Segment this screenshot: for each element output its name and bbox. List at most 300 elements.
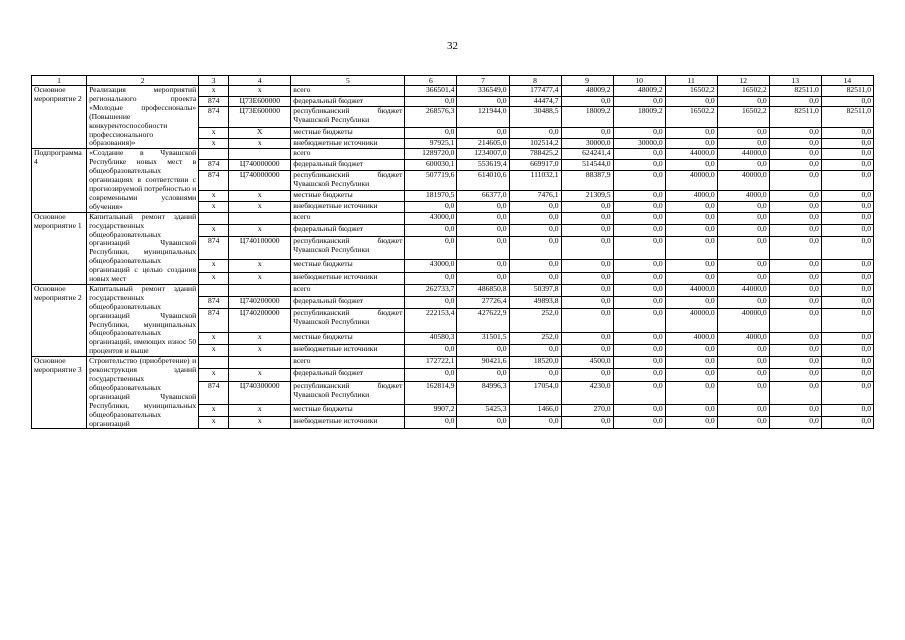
table-row bbox=[32, 86, 874, 97]
amount-cell: 0,0 bbox=[613, 284, 665, 296]
amount-cell: 214605,0 bbox=[457, 138, 509, 149]
amount-cell: 27726,4 bbox=[457, 297, 509, 309]
amount-cell: 0,0 bbox=[769, 272, 821, 284]
funding-source-cell: всего bbox=[291, 149, 405, 160]
target-article-code-cell: X bbox=[229, 127, 291, 138]
funding-source-cell: внебюджетные источники bbox=[291, 201, 405, 212]
amount-cell: 0,0 bbox=[821, 212, 873, 224]
amount-cell: 172722,1 bbox=[405, 357, 457, 369]
target-article-code-cell: x bbox=[229, 138, 291, 149]
amount-cell: 0,0 bbox=[769, 260, 821, 272]
grbs-code-cell: 874 bbox=[199, 160, 229, 171]
target-article-code-cell: Ц73Е600000 bbox=[229, 107, 291, 127]
funding-source-cell: местные бюджеты bbox=[291, 191, 405, 202]
amount-cell: 97925,1 bbox=[405, 138, 457, 149]
amount-cell: 18009,2 bbox=[561, 107, 613, 127]
amount-cell: 0,0 bbox=[561, 224, 613, 236]
column-header: 1 bbox=[32, 76, 87, 86]
amount-cell: 0,0 bbox=[717, 417, 769, 429]
amount-cell: 0,0 bbox=[717, 344, 769, 356]
amount-cell: 0,0 bbox=[561, 332, 613, 344]
amount-cell: 0,0 bbox=[717, 357, 769, 369]
amount-cell: 0,0 bbox=[769, 404, 821, 416]
table-row bbox=[32, 284, 874, 296]
amount-cell: 0,0 bbox=[769, 297, 821, 309]
amount-cell: 262733,7 bbox=[405, 284, 457, 296]
amount-cell: 0,0 bbox=[821, 224, 873, 236]
amount-cell: 0,0 bbox=[821, 332, 873, 344]
program-name-cell: «Создание в Чувашской Республике новых мест в общеобразовательных организациях в соответствии с прогнозируемой потребностью и современными условиями обучения» bbox=[87, 149, 199, 212]
amount-cell: 44000,0 bbox=[717, 284, 769, 296]
target-article-code-cell: x bbox=[229, 369, 291, 381]
amount-cell: 0,0 bbox=[717, 381, 769, 404]
amount-cell: 82511,0 bbox=[769, 86, 821, 97]
amount-cell: 0,0 bbox=[613, 201, 665, 212]
amount-cell: 66377,0 bbox=[457, 191, 509, 202]
amount-cell: 0,0 bbox=[405, 96, 457, 107]
amount-cell: 0,0 bbox=[717, 224, 769, 236]
program-status-cell: Основное мероприятие 2 bbox=[32, 284, 87, 356]
amount-cell: 427622,9 bbox=[457, 309, 509, 332]
amount-cell: 0,0 bbox=[613, 309, 665, 332]
amount-cell: 669917,0 bbox=[509, 160, 561, 171]
amount-cell: 0,0 bbox=[821, 96, 873, 107]
amount-cell: 0,0 bbox=[665, 212, 717, 224]
amount-cell: 0,0 bbox=[821, 344, 873, 356]
amount-cell: 177477,4 bbox=[509, 86, 561, 97]
funding-source-cell: местные бюджеты bbox=[291, 127, 405, 138]
page-number: 32 bbox=[447, 40, 458, 52]
amount-cell: 0,0 bbox=[457, 417, 509, 429]
amount-cell: 0,0 bbox=[613, 417, 665, 429]
program-name-cell: Реализация мероприятий регионального проекта «Молодые профессионалы» (Повышение конкурентоспособности профессионального образования)» bbox=[87, 86, 199, 149]
amount-cell: 0,0 bbox=[821, 191, 873, 202]
amount-cell: 0,0 bbox=[769, 284, 821, 296]
amount-cell: 0,0 bbox=[405, 417, 457, 429]
amount-cell: 90421,6 bbox=[457, 357, 509, 369]
amount-cell: 0,0 bbox=[405, 224, 457, 236]
column-header: 10 bbox=[613, 76, 665, 86]
grbs-code-cell bbox=[199, 212, 229, 224]
amount-cell: 0,0 bbox=[613, 297, 665, 309]
amount-cell: 1234007,0 bbox=[457, 149, 509, 160]
amount-cell: 0,0 bbox=[769, 369, 821, 381]
amount-cell: 0,0 bbox=[821, 260, 873, 272]
grbs-code-cell: x bbox=[199, 201, 229, 212]
target-article-code-cell: Ц73Е600000 bbox=[229, 96, 291, 107]
amount-cell: 0,0 bbox=[457, 127, 509, 138]
amount-cell: 18009,2 bbox=[613, 107, 665, 127]
amount-cell: 30488,5 bbox=[509, 107, 561, 127]
funding-source-cell: всего bbox=[291, 86, 405, 97]
amount-cell: 0,0 bbox=[665, 272, 717, 284]
amount-cell: 0,0 bbox=[613, 170, 665, 190]
funding-source-cell: всего bbox=[291, 212, 405, 224]
funding-source-cell: республиканский бюджет Чувашской Республики bbox=[291, 309, 405, 332]
amount-cell: 162814,9 bbox=[405, 381, 457, 404]
target-article-code-cell: x bbox=[229, 404, 291, 416]
amount-cell: 252,0 bbox=[509, 332, 561, 344]
table-row bbox=[32, 149, 874, 160]
amount-cell: 0,0 bbox=[561, 237, 613, 260]
grbs-code-cell: x bbox=[199, 344, 229, 356]
amount-cell: 0,0 bbox=[613, 369, 665, 381]
target-article-code-cell: Ц740100000 bbox=[229, 237, 291, 260]
target-article-code-cell: x bbox=[229, 86, 291, 97]
amount-cell: 30000,0 bbox=[613, 138, 665, 149]
amount-cell: 0,0 bbox=[717, 369, 769, 381]
amount-cell: 0,0 bbox=[769, 309, 821, 332]
funding-source-cell: федеральный бюджет bbox=[291, 297, 405, 309]
grbs-code-cell: x bbox=[199, 332, 229, 344]
amount-cell: 1289720,0 bbox=[405, 149, 457, 160]
amount-cell: 0,0 bbox=[509, 224, 561, 236]
amount-cell: 0,0 bbox=[665, 344, 717, 356]
column-header: 11 bbox=[665, 76, 717, 86]
target-article-code-cell: x bbox=[229, 272, 291, 284]
grbs-code-cell: x bbox=[199, 86, 229, 97]
amount-cell: 0,0 bbox=[821, 149, 873, 160]
amount-cell: 0,0 bbox=[769, 149, 821, 160]
amount-cell: 0,0 bbox=[561, 96, 613, 107]
column-header: 12 bbox=[717, 76, 769, 86]
amount-cell: 43000,0 bbox=[405, 260, 457, 272]
program-name-cell: Капитальный ремонт зданий государственных общеобразовательных организаций Чувашской Республики, муниципальных общеобразовательных организаций, имеющих износ 50 процентов и выше bbox=[87, 284, 199, 356]
funding-source-cell: федеральный бюджет bbox=[291, 369, 405, 381]
amount-cell: 48009,2 bbox=[613, 86, 665, 97]
amount-cell: 0,0 bbox=[821, 127, 873, 138]
amount-cell: 0,0 bbox=[561, 417, 613, 429]
amount-cell: 82511,0 bbox=[769, 107, 821, 127]
amount-cell: 0,0 bbox=[665, 138, 717, 149]
amount-cell: 0,0 bbox=[509, 127, 561, 138]
amount-cell: 600030,1 bbox=[405, 160, 457, 171]
amount-cell: 0,0 bbox=[613, 332, 665, 344]
amount-cell: 4000,0 bbox=[665, 191, 717, 202]
table-row bbox=[32, 357, 874, 369]
grbs-code-cell: x bbox=[199, 369, 229, 381]
amount-cell: 0,0 bbox=[821, 369, 873, 381]
amount-cell: 0,0 bbox=[665, 369, 717, 381]
amount-cell: 0,0 bbox=[509, 212, 561, 224]
amount-cell: 0,0 bbox=[613, 160, 665, 171]
amount-cell: 0,0 bbox=[561, 212, 613, 224]
amount-cell: 0,0 bbox=[769, 237, 821, 260]
amount-cell: 0,0 bbox=[821, 404, 873, 416]
amount-cell: 0,0 bbox=[457, 237, 509, 260]
amount-cell: 17054,0 bbox=[509, 381, 561, 404]
amount-cell: 4000,0 bbox=[717, 191, 769, 202]
amount-cell: 0,0 bbox=[509, 417, 561, 429]
amount-cell: 0,0 bbox=[509, 260, 561, 272]
amount-cell: 16502,2 bbox=[717, 107, 769, 127]
budget-table bbox=[31, 75, 874, 429]
grbs-code-cell: x bbox=[199, 417, 229, 429]
amount-cell: 0,0 bbox=[821, 201, 873, 212]
amount-cell: 0,0 bbox=[769, 127, 821, 138]
amount-cell: 0,0 bbox=[821, 138, 873, 149]
funding-source-cell: местные бюджеты bbox=[291, 260, 405, 272]
program-status-cell: Основное мероприятие 3 bbox=[32, 357, 87, 429]
funding-source-cell: республиканский бюджет Чувашской Республики bbox=[291, 237, 405, 260]
column-header: 13 bbox=[769, 76, 821, 86]
amount-cell: 0,0 bbox=[561, 309, 613, 332]
amount-cell: 0,0 bbox=[717, 260, 769, 272]
grbs-code-cell: x bbox=[199, 138, 229, 149]
target-article-code-cell: Ц740000000 bbox=[229, 170, 291, 190]
amount-cell: 0,0 bbox=[717, 201, 769, 212]
amount-cell: 9907,2 bbox=[405, 404, 457, 416]
amount-cell: 0,0 bbox=[613, 272, 665, 284]
amount-cell: 788425,2 bbox=[509, 149, 561, 160]
target-article-code-cell: Ц740200000 bbox=[229, 297, 291, 309]
program-name-cell: Строительство (приобретение) и реконструкция зданий государственных общеобразовательных организаций Чувашской Республики, муниципальных общеобразовательных организаций bbox=[87, 357, 199, 429]
amount-cell: 0,0 bbox=[613, 212, 665, 224]
amount-cell: 0,0 bbox=[769, 212, 821, 224]
amount-cell: 0,0 bbox=[405, 344, 457, 356]
amount-cell: 43000,0 bbox=[405, 212, 457, 224]
amount-cell: 0,0 bbox=[613, 127, 665, 138]
amount-cell: 252,0 bbox=[509, 309, 561, 332]
amount-cell: 0,0 bbox=[717, 138, 769, 149]
target-article-code-cell: Ц740000000 bbox=[229, 160, 291, 171]
column-header: 5 bbox=[291, 76, 405, 86]
amount-cell: 270,0 bbox=[561, 404, 613, 416]
amount-cell: 0,0 bbox=[613, 96, 665, 107]
amount-cell: 0,0 bbox=[665, 237, 717, 260]
funding-source-cell: федеральный бюджет bbox=[291, 224, 405, 236]
amount-cell: 0,0 bbox=[613, 224, 665, 236]
amount-cell: 44474,7 bbox=[509, 96, 561, 107]
grbs-code-cell bbox=[199, 284, 229, 296]
amount-cell: 0,0 bbox=[561, 297, 613, 309]
target-article-code-cell: x bbox=[229, 260, 291, 272]
amount-cell: 84996,3 bbox=[457, 381, 509, 404]
amount-cell: 0,0 bbox=[561, 284, 613, 296]
amount-cell: 486850,8 bbox=[457, 284, 509, 296]
target-article-code-cell bbox=[229, 357, 291, 369]
amount-cell: 0,0 bbox=[457, 96, 509, 107]
amount-cell: 0,0 bbox=[821, 284, 873, 296]
column-header: 7 bbox=[457, 76, 509, 86]
amount-cell: 0,0 bbox=[769, 381, 821, 404]
grbs-code-cell: 874 bbox=[199, 237, 229, 260]
amount-cell: 21309,5 bbox=[561, 191, 613, 202]
grbs-code-cell: 874 bbox=[199, 297, 229, 309]
program-status-cell: Основное мероприятие 1 bbox=[32, 212, 87, 284]
target-article-code-cell: x bbox=[229, 417, 291, 429]
amount-cell: 0,0 bbox=[769, 138, 821, 149]
amount-cell: 0,0 bbox=[665, 417, 717, 429]
amount-cell: 0,0 bbox=[457, 212, 509, 224]
amount-cell: 514544,0 bbox=[561, 160, 613, 171]
funding-source-cell: всего bbox=[291, 357, 405, 369]
target-article-code-cell: Ц740300000 bbox=[229, 381, 291, 404]
amount-cell: 0,0 bbox=[405, 272, 457, 284]
amount-cell: 111032,1 bbox=[509, 170, 561, 190]
amount-cell: 44000,0 bbox=[717, 149, 769, 160]
amount-cell: 4000,0 bbox=[665, 332, 717, 344]
amount-cell: 40580,3 bbox=[405, 332, 457, 344]
column-header: 14 bbox=[821, 76, 873, 86]
amount-cell: 0,0 bbox=[717, 404, 769, 416]
target-article-code-cell: Ц740200000 bbox=[229, 309, 291, 332]
amount-cell: 0,0 bbox=[613, 357, 665, 369]
amount-cell: 0,0 bbox=[509, 272, 561, 284]
amount-cell: 0,0 bbox=[717, 272, 769, 284]
amount-cell: 40000,0 bbox=[665, 309, 717, 332]
amount-cell: 0,0 bbox=[457, 201, 509, 212]
program-status-cell: Подпрограмма 4 bbox=[32, 149, 87, 212]
amount-cell: 82511,0 bbox=[821, 107, 873, 127]
amount-cell: 0,0 bbox=[717, 212, 769, 224]
column-header: 4 bbox=[229, 76, 291, 86]
grbs-code-cell: 874 bbox=[199, 309, 229, 332]
amount-cell: 0,0 bbox=[405, 297, 457, 309]
amount-cell: 0,0 bbox=[613, 260, 665, 272]
amount-cell: 0,0 bbox=[665, 404, 717, 416]
grbs-code-cell: x bbox=[199, 260, 229, 272]
amount-cell: 0,0 bbox=[821, 357, 873, 369]
amount-cell: 0,0 bbox=[457, 260, 509, 272]
amount-cell: 0,0 bbox=[821, 297, 873, 309]
amount-cell: 0,0 bbox=[613, 191, 665, 202]
grbs-code-cell: x bbox=[199, 404, 229, 416]
amount-cell: 82511,0 bbox=[821, 86, 873, 97]
amount-cell: 0,0 bbox=[717, 237, 769, 260]
amount-cell: 0,0 bbox=[821, 272, 873, 284]
amount-cell: 0,0 bbox=[665, 127, 717, 138]
amount-cell: 49893,8 bbox=[509, 297, 561, 309]
amount-cell: 0,0 bbox=[613, 344, 665, 356]
amount-cell: 0,0 bbox=[769, 96, 821, 107]
amount-cell: 0,0 bbox=[561, 272, 613, 284]
amount-cell: 0,0 bbox=[561, 201, 613, 212]
amount-cell: 0,0 bbox=[769, 191, 821, 202]
amount-cell: 268576,3 bbox=[405, 107, 457, 127]
program-status-cell: Основное мероприятие 2 bbox=[32, 86, 87, 149]
amount-cell: 44000,0 bbox=[665, 284, 717, 296]
target-article-code-cell: x bbox=[229, 332, 291, 344]
amount-cell: 31501,5 bbox=[457, 332, 509, 344]
amount-cell: 507719,6 bbox=[405, 170, 457, 190]
amount-cell: 0,0 bbox=[613, 237, 665, 260]
amount-cell: 5425,3 bbox=[457, 404, 509, 416]
amount-cell: 0,0 bbox=[665, 224, 717, 236]
amount-cell: 0,0 bbox=[509, 344, 561, 356]
grbs-code-cell bbox=[199, 357, 229, 369]
amount-cell: 0,0 bbox=[821, 237, 873, 260]
amount-cell: 102514,2 bbox=[509, 138, 561, 149]
amount-cell: 0,0 bbox=[561, 260, 613, 272]
amount-cell: 0,0 bbox=[821, 170, 873, 190]
amount-cell: 16502,2 bbox=[717, 86, 769, 97]
funding-source-cell: республиканский бюджет Чувашской Республики bbox=[291, 170, 405, 190]
amount-cell: 0,0 bbox=[717, 160, 769, 171]
amount-cell: 4500,0 bbox=[561, 357, 613, 369]
funding-source-cell: местные бюджеты bbox=[291, 404, 405, 416]
funding-source-cell: внебюджетные источники bbox=[291, 138, 405, 149]
amount-cell: 40000,0 bbox=[717, 170, 769, 190]
target-article-code-cell bbox=[229, 284, 291, 296]
amount-cell: 88387,9 bbox=[561, 170, 613, 190]
amount-cell: 18520,0 bbox=[509, 357, 561, 369]
amount-cell: 0,0 bbox=[821, 309, 873, 332]
grbs-code-cell: x bbox=[199, 272, 229, 284]
amount-cell: 16502,2 bbox=[665, 107, 717, 127]
amount-cell: 44000,0 bbox=[665, 149, 717, 160]
amount-cell: 16502,2 bbox=[665, 86, 717, 97]
funding-source-cell: федеральный бюджет bbox=[291, 160, 405, 171]
table-row bbox=[32, 212, 874, 224]
amount-cell: 0,0 bbox=[457, 272, 509, 284]
column-header: 6 bbox=[405, 76, 457, 86]
column-header: 8 bbox=[509, 76, 561, 86]
funding-source-cell: республиканский бюджет Чувашской Республики bbox=[291, 107, 405, 127]
amount-cell: 0,0 bbox=[769, 160, 821, 171]
amount-cell: 4000,0 bbox=[717, 332, 769, 344]
amount-cell: 0,0 bbox=[405, 237, 457, 260]
grbs-code-cell: x bbox=[199, 191, 229, 202]
grbs-code-cell: x bbox=[199, 127, 229, 138]
amount-cell: 0,0 bbox=[457, 369, 509, 381]
amount-cell: 0,0 bbox=[509, 237, 561, 260]
grbs-code-cell: 874 bbox=[199, 170, 229, 190]
funding-source-cell: внебюджетные источники bbox=[291, 344, 405, 356]
target-article-code-cell bbox=[229, 149, 291, 160]
amount-cell: 0,0 bbox=[769, 224, 821, 236]
amount-cell: 50397,8 bbox=[509, 284, 561, 296]
grbs-code-cell: 874 bbox=[199, 96, 229, 107]
program-name-cell: Капитальный ремонт зданий государственных общеобразовательных организаций Чувашской Республики, муниципальных общеобразовательных организаций с целью создания новых мест bbox=[87, 212, 199, 284]
grbs-code-cell: 874 bbox=[199, 381, 229, 404]
amount-cell: 0,0 bbox=[509, 369, 561, 381]
amount-cell: 121944,0 bbox=[457, 107, 509, 127]
funding-source-cell: федеральный бюджет bbox=[291, 96, 405, 107]
amount-cell: 0,0 bbox=[769, 357, 821, 369]
amount-cell: 0,0 bbox=[717, 96, 769, 107]
amount-cell: 0,0 bbox=[821, 417, 873, 429]
amount-cell: 0,0 bbox=[769, 344, 821, 356]
funding-source-cell: местные бюджеты bbox=[291, 332, 405, 344]
amount-cell: 0,0 bbox=[665, 160, 717, 171]
amount-cell: 0,0 bbox=[769, 170, 821, 190]
amount-cell: 624241,4 bbox=[561, 149, 613, 160]
amount-cell: 0,0 bbox=[561, 369, 613, 381]
funding-source-cell: всего bbox=[291, 284, 405, 296]
amount-cell: 0,0 bbox=[457, 344, 509, 356]
amount-cell: 181970,5 bbox=[405, 191, 457, 202]
grbs-code-cell bbox=[199, 149, 229, 160]
amount-cell: 614010,6 bbox=[457, 170, 509, 190]
amount-cell: 0,0 bbox=[613, 404, 665, 416]
amount-cell: 0,0 bbox=[665, 96, 717, 107]
amount-cell: 0,0 bbox=[665, 357, 717, 369]
amount-cell: 0,0 bbox=[613, 381, 665, 404]
funding-source-cell: внебюджетные источники bbox=[291, 417, 405, 429]
column-header: 2 bbox=[87, 76, 199, 86]
amount-cell: 0,0 bbox=[717, 127, 769, 138]
amount-cell: 336549,0 bbox=[457, 86, 509, 97]
amount-cell: 0,0 bbox=[769, 332, 821, 344]
grbs-code-cell: 874 bbox=[199, 107, 229, 127]
amount-cell: 0,0 bbox=[821, 160, 873, 171]
amount-cell: 48009,2 bbox=[561, 86, 613, 97]
amount-cell: 222153,4 bbox=[405, 309, 457, 332]
amount-cell: 0,0 bbox=[665, 260, 717, 272]
column-header: 3 bbox=[199, 76, 229, 86]
amount-cell: 30000,0 bbox=[561, 138, 613, 149]
